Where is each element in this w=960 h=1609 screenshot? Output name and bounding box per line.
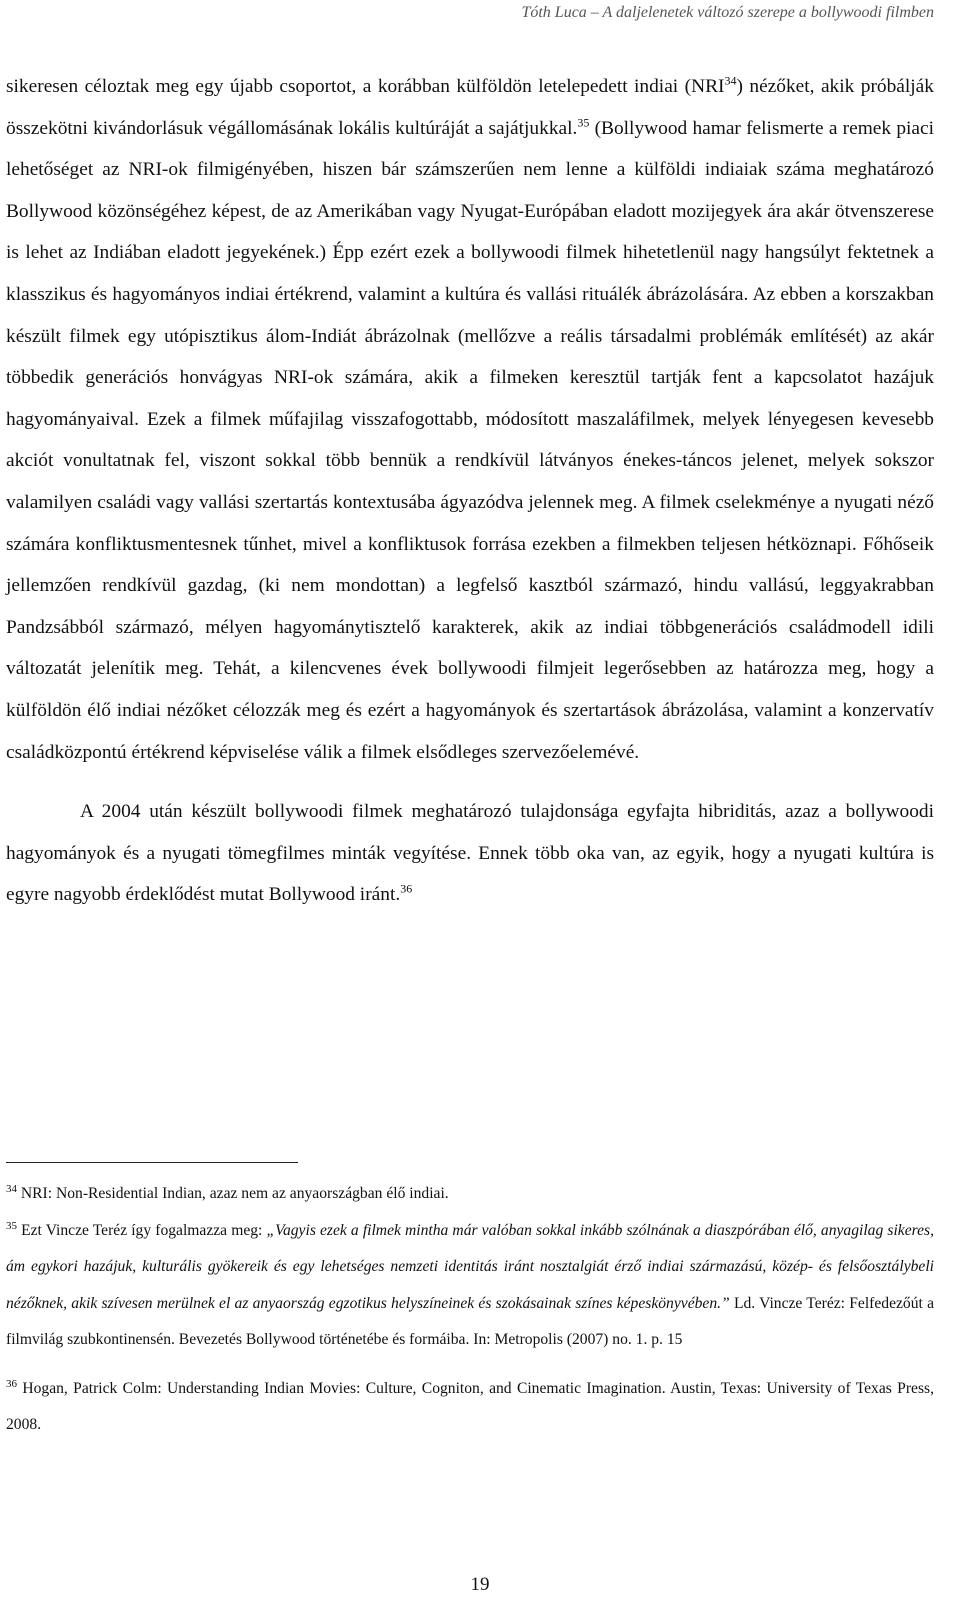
paragraph-1-text-a: sikeresen céloztak meg egy újabb csoportot, a korábban külföldön letelepedett indiai (NRI xyxy=(6,76,725,97)
footnote-36-text: Hogan, Patrick Colm: Understanding Indian Movies: Culture, Cogniton, and Cinematic Imagination. Austin, Texas: University of Texas Press, 2008. xyxy=(6,1379,934,1433)
running-header: Tóth Luca – A daljelenetek változó szerepe a bollywoodi filmben xyxy=(521,4,934,21)
paragraph-2 xyxy=(6,791,934,916)
paragraph-1-text-c: (Bollywood hamar felismerte a remek piaci lehetőséget az NRI-ok filmigényében, hiszen bár számszerűen nem lenne a külföldi indiaiak száma meghatározó Bollywood közönségéhez képest, de az Amerikában vagy Nyugat-Európában eladott mozijegyek ára akár ötvenszerese is lehet az Indiában eladott jegyekének.) Épp ezért ezek a bollywoodi filmek hihetetlenül nagy hangsúlyt fektetnek a klasszikus és hagyományos indiai értékrend, valamint a kultúra és vallási rituálék ábrázolására. Az ebben a korszakban készült filmek egy utópisztikus álom-Indiát ábrázolnak (mellőzve a reális társadalmi problémák említését) az akár többedik generációs honvágyas NRI-ok számára, akik a filmeken keresztül tartják fent a kapcsolatot hazájuk hagyományaival. Ezek a filmek műfajilag visszafogottabb, módosított maszaláfilmek, melyek lényegesen kevesebb akciót vonultatnak fel, viszont sokkal több bennük a rendkívül látványos énekes-táncos jelenet, melyek sokszor valamilyen családi vagy vallási szertartás kontextusába ágyazódva jelennek meg. A filmek cselekménye a nyugati néző számára konfliktusmentesnek tűnhet, mivel a konfliktusok forrása ezekben a filmekben teljesen hétköznapi. Főhőseik jellemzően rendkívül gazdag, (ki nem mondottan) a legfelső kasztból származó, hindu vallású, leggyakrabban Pandzsábból származó, mélyen hagyománytisztelő karakterek, akik az indiai többgenerációs családmodell idili változatát jelenítik meg. Tehát, a kilencvenes évek bollywoodi filmjeit legerősebben az határozza meg, hogy a külföldön élő indiai nézőket célozzák meg és ezért a hagyományok és szertartások ábrázolása, valamint a konzervatív családközpontú értékrend képviselése válik a filmek elsődleges szervezőelemévé. xyxy=(6,117,934,763)
footnote-34-number: 34 xyxy=(6,1182,17,1195)
footnotes xyxy=(6,1176,934,1444)
footnote-ref-36[interactable]: 36 xyxy=(400,881,413,896)
footnote-35-quote: „Vagyis ezek a filmek mintha már valóban sokkal inkább szólnának a diaszpórában élő, anyagilag sikeres, ám egykori hazájuk, kulturális gyökereik és egy lehetséges nemzeti identitás iránt nosztalgiát érző indiai származású, közép- és felsőosztálybeli nézőknek, akik szívesen merülnek el az anyaország egzotikus helyszíneinek és szokásainak színes képeskönyvében.” xyxy=(6,1221,934,1312)
footnote-34-text: NRI: Non-Residential Indian, azaz nem az anyaországban élő indiai. xyxy=(17,1185,449,1202)
footnote-separator xyxy=(6,1162,298,1163)
footnote-35-number: 35 xyxy=(6,1219,17,1232)
footnote-ref-35[interactable]: 35 xyxy=(577,115,590,130)
footnote-35 xyxy=(6,1213,934,1359)
footnote-36 xyxy=(6,1371,934,1444)
footnote-35-citation: Ld. Vincze Teréz: Felfedezőút a filmvilág szubkontinensén. Bevezetés Bollywood történetébe és formáiba. In: Metropolis (2007) no. 1. p. 15 xyxy=(6,1294,935,1348)
footnote-34 xyxy=(6,1176,934,1213)
page-number: 19 xyxy=(470,1574,490,1595)
paragraph-1 xyxy=(6,66,934,773)
footnote-35-lead: Ezt Vincze Teréz így fogalmazza meg: xyxy=(17,1221,267,1239)
footnote-ref-34[interactable]: 34 xyxy=(724,73,737,88)
paragraph-2-text: A 2004 után készült bollywoodi filmek meghatározó tulajdonsága egyfajta hibriditás, azaz a bollywoodi hagyományok és a nyugati tömegfilmes minták vegyítése. Ennek több oka van, az egyik, hogy a nyugati kultúra is egyre nagyobb érdeklődést mutat Bollywood iránt. xyxy=(6,801,934,906)
paragraph-1-text-b: ) nézőket, akik próbálják összekötni kivándorlásuk végállomásának lokális kultúráját a sajátjukkal. xyxy=(6,76,934,139)
footnote-36-number: 36 xyxy=(6,1377,17,1390)
body-text xyxy=(6,66,934,916)
